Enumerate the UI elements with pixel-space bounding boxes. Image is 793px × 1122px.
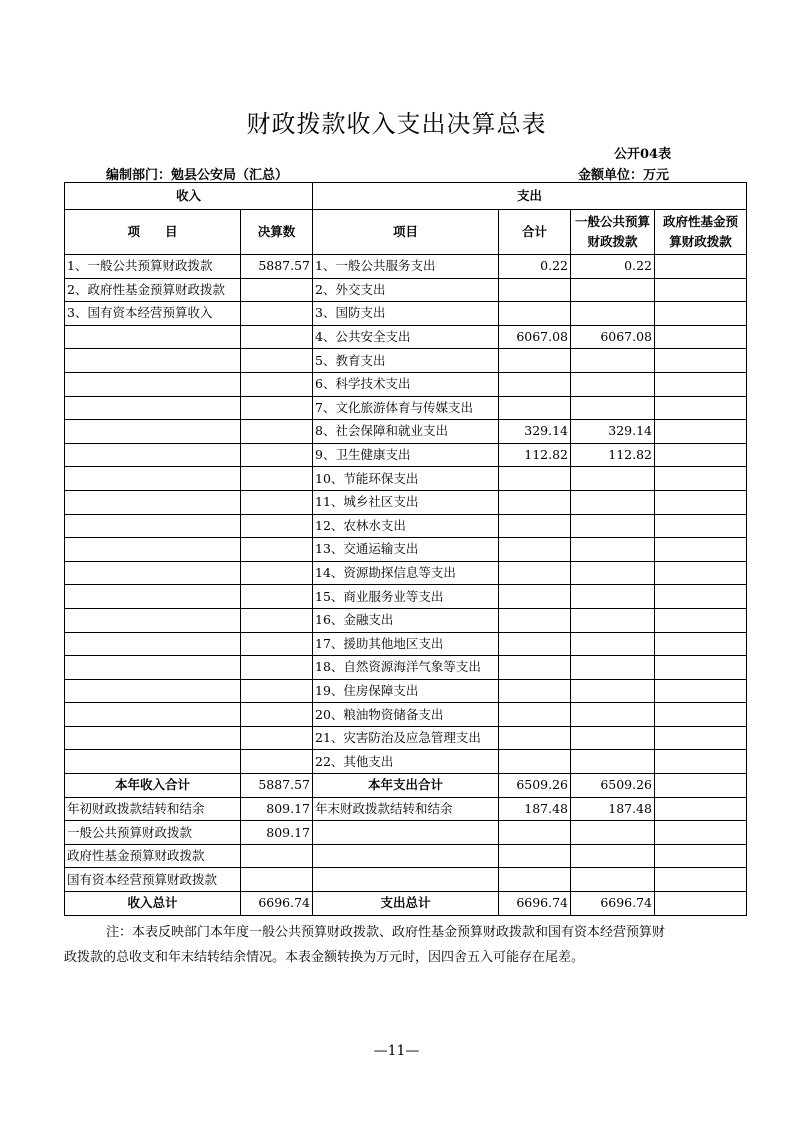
expense-general-cell: 0.22 <box>571 255 655 279</box>
footnote-line-1: 注：本表反映部门本年度一般公共预算财政拨款、政府性基金预算财政拨款和国有资本经营预算财 <box>106 925 666 940</box>
expense-general-cell: 329.14 <box>571 420 655 444</box>
income-item-cell <box>65 372 241 396</box>
expense-item-cell: 4、公共安全支出 <box>313 325 499 349</box>
income-item-cell <box>65 585 241 609</box>
table-row <box>65 561 747 585</box>
expense-total-cell <box>499 490 571 514</box>
income-item-cell <box>65 632 241 656</box>
expense-fund-cell <box>655 797 747 821</box>
expense-total-cell <box>499 349 571 373</box>
income-item-cell <box>65 514 241 538</box>
expense-fund-cell <box>655 868 747 892</box>
expense-total-cell <box>499 514 571 538</box>
expense-fund-cell <box>655 467 747 491</box>
expense-item-cell: 18、自然资源海洋气象等支出 <box>313 656 499 680</box>
income-amount-cell <box>241 443 313 467</box>
expense-total-cell: 187.48 <box>499 797 571 821</box>
expense-general-cell <box>571 679 655 703</box>
expense-item-cell: 10、节能环保支出 <box>313 467 499 491</box>
expense-item-cell <box>313 844 499 868</box>
expense-item-cell: 13、交通运输支出 <box>313 538 499 562</box>
expense-fund-cell <box>655 679 747 703</box>
expense-general-cell: 187.48 <box>571 797 655 821</box>
expense-item-cell: 5、教育支出 <box>313 349 499 373</box>
income-item-cell <box>65 443 241 467</box>
expense-fund-cell <box>655 255 747 279</box>
expense-item-cell: 年末财政拨款结转和结余 <box>313 797 499 821</box>
carryover-row <box>65 821 747 845</box>
expense-item-cell: 12、农林水支出 <box>313 514 499 538</box>
table-row <box>65 396 747 420</box>
expense-general-cell <box>571 349 655 373</box>
table-row <box>65 349 747 373</box>
carryover-row <box>65 844 747 868</box>
income-amount-cell <box>241 420 313 444</box>
expense-total-cell <box>499 608 571 632</box>
income-item-cell <box>65 420 241 444</box>
income-header: 收入 <box>65 183 313 210</box>
income-item-cell: 一般公共预算财政拨款 <box>65 821 241 845</box>
expense-general-cell <box>571 538 655 562</box>
expense-item-cell: 21、灾害防治及应急管理支出 <box>313 726 499 750</box>
table-row <box>65 372 747 396</box>
expense-item-header: 项目 <box>313 210 499 255</box>
income-amount-cell <box>241 514 313 538</box>
expense-total-cell: 112.82 <box>499 443 571 467</box>
expense-general-cell <box>571 703 655 727</box>
income-amount-cell <box>241 349 313 373</box>
expense-total-cell <box>499 679 571 703</box>
expense-total-cell <box>499 396 571 420</box>
expense-fund-cell <box>655 420 747 444</box>
expense-general-cell <box>571 608 655 632</box>
table-row <box>65 656 747 680</box>
income-amount-cell <box>241 726 313 750</box>
income-amount-cell <box>241 868 313 892</box>
expense-general-cell: 6067.08 <box>571 325 655 349</box>
income-amount-cell <box>241 750 313 774</box>
carryover-row <box>65 797 747 821</box>
expense-fund-cell <box>655 302 747 326</box>
expense-total-cell <box>499 302 571 326</box>
table-row <box>65 255 747 279</box>
income-item-cell <box>65 490 241 514</box>
income-item-cell: 国有资本经营预算财政拨款 <box>65 868 241 892</box>
expense-fund-cell <box>655 372 747 396</box>
expense-total-cell: 6067.08 <box>499 325 571 349</box>
expense-total-cell: 0.22 <box>499 255 571 279</box>
expense-general-cell <box>571 868 655 892</box>
income-amount-cell <box>241 844 313 868</box>
income-item-cell <box>65 608 241 632</box>
income-amount-cell <box>241 608 313 632</box>
expense-general-cell: 112.82 <box>571 443 655 467</box>
general-budget-header: 一般公共预算财政拨款 <box>571 210 655 255</box>
expense-total-value: 6696.74 <box>499 892 571 916</box>
expense-general-cell <box>571 656 655 680</box>
page-title: 财政拨款收入支出决算总表 <box>246 110 547 138</box>
income-amount-cell <box>241 538 313 562</box>
expense-fund-cell <box>655 349 747 373</box>
expense-general-cell <box>571 844 655 868</box>
table-row <box>65 538 747 562</box>
expense-general-cell <box>571 490 655 514</box>
expense-fund-cell <box>655 490 747 514</box>
expense-general-cell <box>571 585 655 609</box>
income-amount-cell <box>241 302 313 326</box>
income-total-label: 收入总计 <box>65 892 241 916</box>
expense-total-label: 支出总计 <box>313 892 499 916</box>
income-item-cell: 1、一般公共预算财政拨款 <box>65 255 241 279</box>
expense-general-total: 6696.74 <box>571 892 655 916</box>
income-item-cell <box>65 467 241 491</box>
income-item-cell: 政府性基金预算财政拨款 <box>65 844 241 868</box>
carryover-row <box>65 868 747 892</box>
expense-total-cell <box>499 561 571 585</box>
expense-general-cell <box>571 821 655 845</box>
expense-fund-cell <box>655 278 747 302</box>
total-header: 合计 <box>499 210 571 255</box>
income-item-cell <box>65 726 241 750</box>
income-amount-cell <box>241 490 313 514</box>
expense-header: 支出 <box>313 183 747 210</box>
gov-fund-header: 政府性基金预算财政拨款 <box>655 210 747 255</box>
income-amount-cell: 809.17 <box>241 821 313 845</box>
footnote-line-2: 政拨款的总收支和年末结转结余情况。本表金额转换为万元时，因四舍五入可能存在尾差。 <box>64 950 585 965</box>
header-row-2 <box>65 210 747 255</box>
expense-item-cell: 22、其他支出 <box>313 750 499 774</box>
expense-general-cell <box>571 561 655 585</box>
expense-general-cell <box>571 467 655 491</box>
expense-item-cell: 20、粮油物资储备支出 <box>313 703 499 727</box>
grand-total-row <box>65 892 747 916</box>
expense-fund-cell <box>655 443 747 467</box>
table-row <box>65 632 747 656</box>
income-total-value: 6696.74 <box>241 892 313 916</box>
income-amount-cell <box>241 656 313 680</box>
header-row-1 <box>65 183 747 210</box>
table-row <box>65 490 747 514</box>
income-total-value: 5887.57 <box>241 774 313 798</box>
expense-fund-cell <box>655 632 747 656</box>
table-row <box>65 703 747 727</box>
expense-fund-cell <box>655 703 747 727</box>
income-item-cell <box>65 561 241 585</box>
expense-total-cell <box>499 821 571 845</box>
expense-total-cell <box>499 726 571 750</box>
expense-fund-cell <box>655 561 747 585</box>
expense-fund-cell <box>655 844 747 868</box>
income-item-cell <box>65 703 241 727</box>
expense-total-cell <box>499 868 571 892</box>
income-item-cell: 2、政府性基金预算财政拨款 <box>65 278 241 302</box>
income-item-cell <box>65 396 241 420</box>
income-total-label: 本年收入合计 <box>65 774 241 798</box>
expense-item-cell: 15、商业服务业等支出 <box>313 585 499 609</box>
expense-general-cell <box>571 750 655 774</box>
table-row <box>65 726 747 750</box>
income-item-cell <box>65 750 241 774</box>
table-row <box>65 443 747 467</box>
table-row <box>65 302 747 326</box>
expense-total-value: 6509.26 <box>499 774 571 798</box>
income-amount-cell <box>241 585 313 609</box>
income-amount-cell <box>241 632 313 656</box>
expense-general-cell <box>571 726 655 750</box>
expense-general-cell <box>571 302 655 326</box>
table-row <box>65 585 747 609</box>
expense-item-cell <box>313 868 499 892</box>
income-amount-cell: 5887.57 <box>241 255 313 279</box>
income-amount-cell <box>241 561 313 585</box>
expense-total-cell <box>499 372 571 396</box>
expense-total-cell <box>499 585 571 609</box>
expense-total-cell <box>499 656 571 680</box>
expense-item-cell: 16、金融支出 <box>313 608 499 632</box>
table-row <box>65 750 747 774</box>
expense-total-cell: 329.14 <box>499 420 571 444</box>
income-amount-cell <box>241 703 313 727</box>
income-amount-cell <box>241 467 313 491</box>
unit-label: 金额单位：万元 <box>578 168 670 183</box>
footnote <box>64 920 746 970</box>
expense-general-total: 6509.26 <box>571 774 655 798</box>
expense-general-cell <box>571 372 655 396</box>
table-row <box>65 278 747 302</box>
expense-fund-total <box>655 892 747 916</box>
income-item-cell <box>65 325 241 349</box>
expense-general-cell <box>571 396 655 420</box>
expense-item-cell: 1、一般公共服务支出 <box>313 255 499 279</box>
income-item-cell <box>65 349 241 373</box>
final-amount-header: 决算数 <box>241 210 313 255</box>
expense-general-cell <box>571 514 655 538</box>
expense-total-cell <box>499 632 571 656</box>
income-amount-cell <box>241 372 313 396</box>
expense-fund-cell <box>655 514 747 538</box>
expense-fund-cell <box>655 608 747 632</box>
expense-item-cell <box>313 821 499 845</box>
expense-fund-cell <box>655 396 747 420</box>
expense-fund-cell <box>655 750 747 774</box>
expense-total-label: 本年支出合计 <box>313 774 499 798</box>
table-row <box>65 420 747 444</box>
page-number: —11— <box>373 1043 420 1059</box>
year-total-row <box>65 774 747 798</box>
table-row <box>65 679 747 703</box>
form-number: 公开04表 <box>614 147 672 162</box>
expense-fund-cell <box>655 656 747 680</box>
income-item-cell <box>65 679 241 703</box>
expense-item-cell: 3、国防支出 <box>313 302 499 326</box>
expense-general-cell <box>571 278 655 302</box>
expense-item-cell: 19、住房保障支出 <box>313 679 499 703</box>
table-row <box>65 514 747 538</box>
expense-item-cell: 2、外交支出 <box>313 278 499 302</box>
expense-item-cell: 11、城乡社区支出 <box>313 490 499 514</box>
expense-fund-cell <box>655 325 747 349</box>
expense-item-cell: 14、资源勘探信息等支出 <box>313 561 499 585</box>
expense-total-cell <box>499 844 571 868</box>
expense-item-cell: 6、科学技术支出 <box>313 372 499 396</box>
expense-item-cell: 9、卫生健康支出 <box>313 443 499 467</box>
department-label: 编制部门：勉县公安局（汇总） <box>106 168 289 183</box>
table-row <box>65 467 747 491</box>
expense-total-cell <box>499 750 571 774</box>
expense-total-cell <box>499 278 571 302</box>
income-amount-cell <box>241 325 313 349</box>
income-item-header: 项 目 <box>65 210 241 255</box>
expense-fund-cell <box>655 821 747 845</box>
income-item-cell: 年初财政拨款结转和结余 <box>65 797 241 821</box>
income-amount-cell <box>241 396 313 420</box>
income-amount-cell: 809.17 <box>241 797 313 821</box>
expense-item-cell: 17、援助其他地区支出 <box>313 632 499 656</box>
expense-fund-cell <box>655 726 747 750</box>
expense-general-cell <box>571 632 655 656</box>
income-amount-cell <box>241 679 313 703</box>
expense-total-cell <box>499 703 571 727</box>
expense-fund-total <box>655 774 747 798</box>
income-item-cell: 3、国有资本经营预算收入 <box>65 302 241 326</box>
budget-table <box>64 182 747 916</box>
income-item-cell <box>65 538 241 562</box>
expense-total-cell <box>499 538 571 562</box>
table-row <box>65 325 747 349</box>
expense-item-cell: 7、文化旅游体育与传媒支出 <box>313 396 499 420</box>
expense-fund-cell <box>655 538 747 562</box>
income-amount-cell <box>241 278 313 302</box>
expense-fund-cell <box>655 585 747 609</box>
expense-total-cell <box>499 467 571 491</box>
table-row <box>65 608 747 632</box>
income-item-cell <box>65 656 241 680</box>
expense-item-cell: 8、社会保障和就业支出 <box>313 420 499 444</box>
